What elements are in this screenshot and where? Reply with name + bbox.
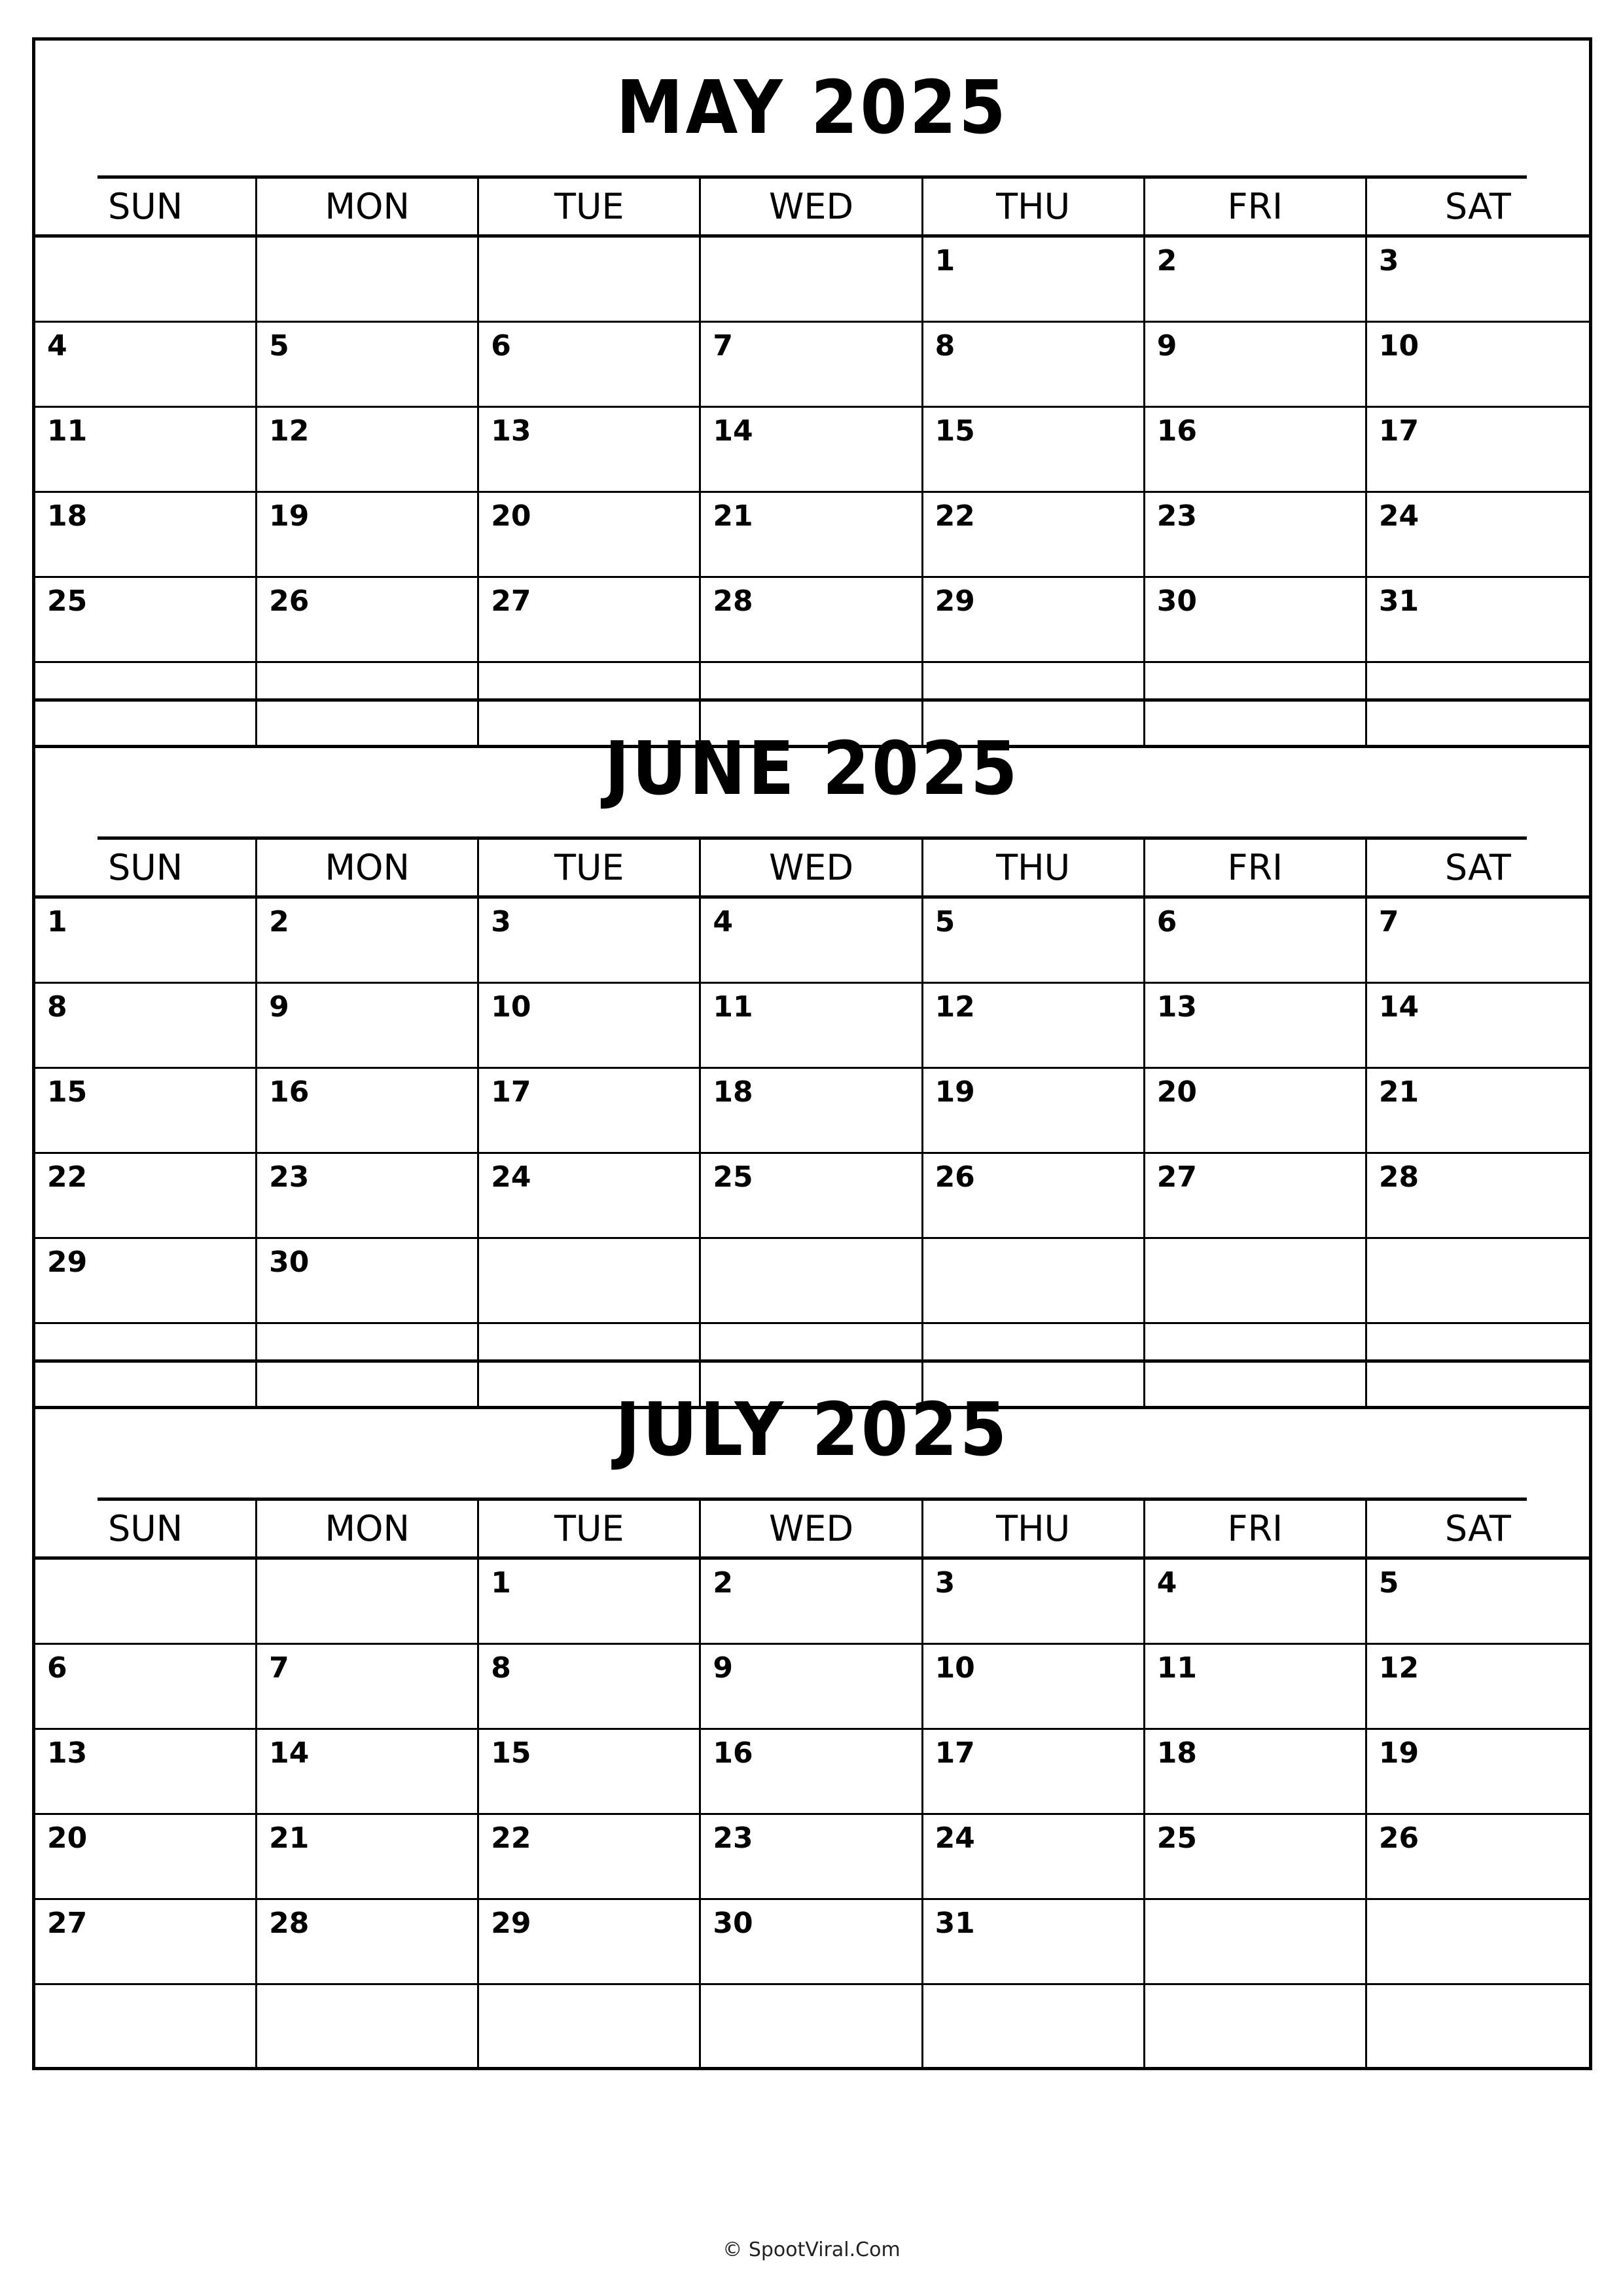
day-cell <box>479 238 701 323</box>
day-cell: 29 <box>923 578 1145 663</box>
day-cell: 3 <box>923 1560 1145 1645</box>
day-cell: 24 <box>1367 493 1589 578</box>
day-cell <box>1367 1985 1589 2070</box>
day-cell: 10 <box>923 1645 1145 1730</box>
day-cell: 26 <box>257 578 479 663</box>
day-cell: 19 <box>257 493 479 578</box>
weekday-header-row <box>35 179 1589 238</box>
day-cell: 25 <box>1145 1815 1367 1900</box>
day-cell: 7 <box>1367 899 1589 984</box>
weekday-header: SAT <box>1444 186 1511 227</box>
day-cell: 30 <box>257 1239 479 1324</box>
day-cell: 21 <box>257 1815 479 1900</box>
day-cell: 18 <box>1145 1730 1367 1815</box>
day-cell: 14 <box>1367 984 1589 1069</box>
weekday-header: TUE <box>479 179 701 234</box>
day-cell <box>1145 1985 1367 2070</box>
day-cell: 2 <box>1145 238 1367 323</box>
day-cell: 31 <box>923 1900 1145 1985</box>
day-cell: 21 <box>701 493 923 578</box>
day-cell: 13 <box>1145 984 1367 1069</box>
day-cell <box>701 1239 923 1324</box>
day-cell: 13 <box>479 408 701 493</box>
weekday-header: TUE <box>479 840 701 895</box>
weekday-header: SUN <box>35 179 257 234</box>
day-grid <box>35 238 1589 748</box>
day-cell: 17 <box>923 1730 1145 1815</box>
day-cell <box>701 238 923 323</box>
weekday-header: SUN <box>35 1501 257 1556</box>
day-cell: 24 <box>923 1815 1145 1900</box>
day-grid <box>35 1560 1589 2070</box>
day-cell <box>479 1239 701 1324</box>
weekday-header: THU <box>923 1501 1145 1556</box>
day-cell: 19 <box>923 1069 1145 1154</box>
day-cell <box>257 1985 479 2070</box>
day-cell: 30 <box>1145 578 1367 663</box>
day-cell: 4 <box>35 323 257 408</box>
day-cell <box>1145 1900 1367 1985</box>
day-cell: 8 <box>35 984 257 1069</box>
day-cell: 19 <box>1367 1730 1589 1815</box>
day-cell: 1 <box>479 1560 701 1645</box>
day-cell <box>257 238 479 323</box>
month-title: JUNE 2025 <box>98 702 1527 840</box>
weekday-header: THU <box>923 179 1145 234</box>
weekday-header: SAT <box>1444 847 1511 888</box>
day-cell <box>257 1560 479 1645</box>
weekday-header: MON <box>257 1501 479 1556</box>
month-title: JULY 2025 <box>98 1363 1527 1501</box>
day-cell: 24 <box>479 1154 701 1239</box>
day-cell: 16 <box>701 1730 923 1815</box>
day-cell: 6 <box>1145 899 1367 984</box>
day-cell: 28 <box>701 578 923 663</box>
day-cell <box>479 1985 701 2070</box>
weekday-header: WED <box>701 179 923 234</box>
day-cell: 10 <box>1367 323 1589 408</box>
day-cell: 6 <box>35 1645 257 1730</box>
day-cell <box>35 238 257 323</box>
day-cell: 5 <box>257 323 479 408</box>
day-cell: 26 <box>1367 1815 1589 1900</box>
day-cell: 7 <box>701 323 923 408</box>
day-cell: 8 <box>479 1645 701 1730</box>
day-cell: 29 <box>35 1239 257 1324</box>
day-cell: 27 <box>35 1900 257 1985</box>
day-cell: 3 <box>479 899 701 984</box>
day-cell: 16 <box>257 1069 479 1154</box>
day-cell: 2 <box>701 1560 923 1645</box>
day-cell: 14 <box>701 408 923 493</box>
weekday-header: WED <box>701 1501 923 1556</box>
day-cell: 5 <box>923 899 1145 984</box>
day-cell: 18 <box>35 493 257 578</box>
day-cell: 2 <box>257 899 479 984</box>
day-cell: 12 <box>257 408 479 493</box>
day-cell: 5 <box>1367 1560 1589 1645</box>
day-cell: 4 <box>1145 1560 1367 1645</box>
weekday-header: THU <box>923 840 1145 895</box>
day-cell: 21 <box>1367 1069 1589 1154</box>
weekday-header: WED <box>701 840 923 895</box>
day-cell: 27 <box>1145 1154 1367 1239</box>
day-cell: 10 <box>479 984 701 1069</box>
day-cell <box>1367 1239 1589 1324</box>
day-cell: 14 <box>257 1730 479 1815</box>
weekday-header: MON <box>257 179 479 234</box>
day-cell: 17 <box>1367 408 1589 493</box>
day-cell: 3 <box>1367 238 1589 323</box>
day-cell: 1 <box>35 899 257 984</box>
copyright-footer: © SpootViral.Com <box>722 2238 901 2261</box>
month-calendar <box>32 1359 1592 2070</box>
day-cell: 12 <box>1367 1645 1589 1730</box>
weekday-header: SAT <box>1444 1508 1511 1549</box>
day-cell: 13 <box>35 1730 257 1815</box>
month-calendar <box>32 37 1592 748</box>
day-cell: 9 <box>701 1645 923 1730</box>
weekday-header: FRI <box>1145 840 1367 895</box>
day-cell: 11 <box>701 984 923 1069</box>
day-cell: 23 <box>701 1815 923 1900</box>
day-cell: 23 <box>257 1154 479 1239</box>
day-cell: 26 <box>923 1154 1145 1239</box>
day-cell: 28 <box>1367 1154 1589 1239</box>
weekday-header: TUE <box>479 1501 701 1556</box>
day-cell: 8 <box>923 323 1145 408</box>
weekday-header: FRI <box>1145 1501 1367 1556</box>
day-cell: 15 <box>923 408 1145 493</box>
weekday-header: SUN <box>35 840 257 895</box>
day-cell: 18 <box>701 1069 923 1154</box>
day-cell: 17 <box>479 1069 701 1154</box>
day-cell: 16 <box>1145 408 1367 493</box>
day-cell: 25 <box>701 1154 923 1239</box>
day-cell: 15 <box>35 1069 257 1154</box>
day-cell <box>923 1985 1145 2070</box>
day-cell: 29 <box>479 1900 701 1985</box>
day-cell: 4 <box>701 899 923 984</box>
day-cell: 27 <box>479 578 701 663</box>
day-cell: 23 <box>1145 493 1367 578</box>
weekday-header-row <box>35 840 1589 899</box>
day-cell: 9 <box>1145 323 1367 408</box>
day-cell: 6 <box>479 323 701 408</box>
weekday-header-row <box>35 1501 1589 1560</box>
day-cell <box>923 1239 1145 1324</box>
day-cell: 22 <box>923 493 1145 578</box>
weekday-header: FRI <box>1145 179 1367 234</box>
day-cell: 28 <box>257 1900 479 1985</box>
day-cell: 30 <box>701 1900 923 1985</box>
weekday-header: MON <box>257 840 479 895</box>
day-cell: 7 <box>257 1645 479 1730</box>
day-cell: 11 <box>35 408 257 493</box>
day-cell: 11 <box>1145 1645 1367 1730</box>
day-cell: 22 <box>35 1154 257 1239</box>
month-title: MAY 2025 <box>98 41 1527 179</box>
day-cell: 31 <box>1367 578 1589 663</box>
day-cell: 1 <box>923 238 1145 323</box>
day-cell: 25 <box>35 578 257 663</box>
month-calendar <box>32 698 1592 1409</box>
day-cell <box>701 1985 923 2070</box>
day-cell: 20 <box>479 493 701 578</box>
day-cell: 20 <box>35 1815 257 1900</box>
day-cell <box>1367 1900 1589 1985</box>
day-cell: 22 <box>479 1815 701 1900</box>
day-grid <box>35 899 1589 1409</box>
day-cell: 20 <box>1145 1069 1367 1154</box>
day-cell: 9 <box>257 984 479 1069</box>
day-cell <box>35 1985 257 2070</box>
day-cell: 12 <box>923 984 1145 1069</box>
day-cell: 15 <box>479 1730 701 1815</box>
day-cell <box>35 1560 257 1645</box>
day-cell <box>1145 1239 1367 1324</box>
